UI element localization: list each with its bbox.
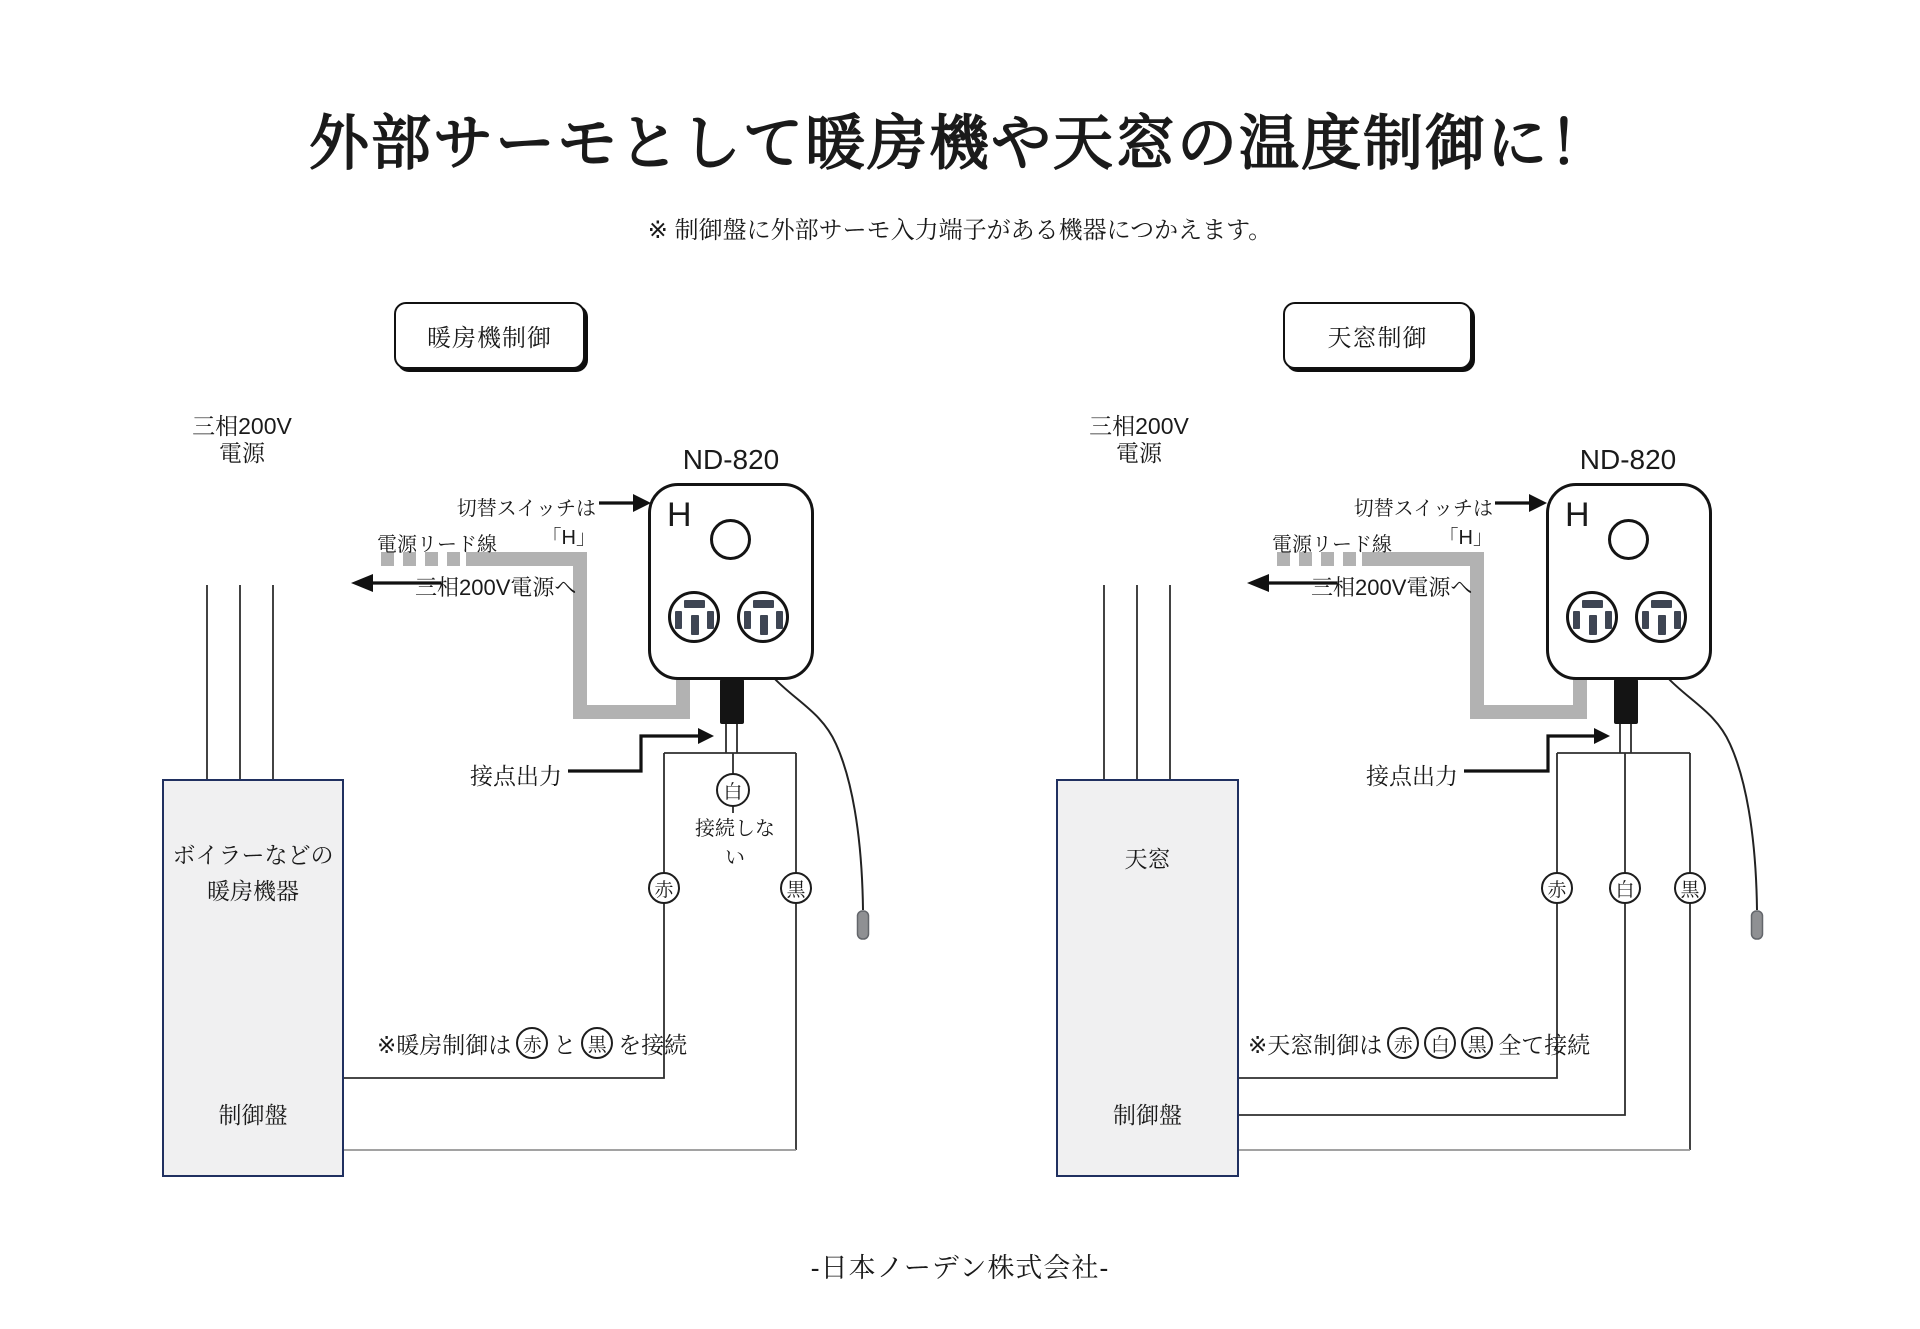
left-power-source-label: 三相200V 電源 — [192, 413, 292, 466]
left-red-terminal: 赤 — [648, 872, 680, 904]
right-contact-output-label: 接点出力 — [1366, 763, 1458, 789]
left-power-lines — [207, 585, 273, 782]
right-equipment-label: 天窓 — [1124, 846, 1171, 872]
right-switch-arrowhead-icon — [1529, 494, 1547, 512]
right-section-heading — [1283, 302, 1472, 369]
right-note-white-icon: 白 — [1424, 1027, 1456, 1059]
left-equipment-label: ボイラーなどの — [172, 842, 334, 868]
left-panel-label: 制御盤 — [218, 1102, 288, 1128]
right-section-heading-label: 天窓制御 — [1327, 325, 1428, 352]
right-lead-wire-label: 電源リード線 — [1272, 534, 1392, 556]
right-panel-label: 制御盤 — [1113, 1102, 1182, 1128]
right-sensor-tip — [1752, 911, 1763, 939]
left-switch-position: H — [667, 496, 692, 534]
left-section-heading — [394, 302, 585, 369]
left-wiring-note: ※暖房制御は 赤 と 黒 を接続 — [377, 1025, 687, 1061]
left-section-heading-label: 暖房機制御 — [427, 325, 552, 352]
left-thermostat-device — [648, 483, 814, 680]
right-power-lines — [1104, 585, 1170, 782]
right-black-terminal: 黒 — [1674, 872, 1706, 904]
right-switch-note: 切替スイッチは「H」 — [1353, 498, 1493, 549]
right-white-terminal: 白 — [1609, 872, 1641, 904]
right-output-wires — [1239, 724, 1690, 1150]
left-note-black-icon: 黒 — [581, 1027, 613, 1059]
right-topower-arrowhead-icon — [1247, 574, 1269, 592]
right-equipment-box — [1056, 779, 1239, 1177]
left-white-terminal: 白 — [716, 773, 750, 807]
left-switch-note: 切替スイッチは「H」 — [456, 498, 596, 549]
right-device-model: ND-820 — [1579, 444, 1677, 475]
left-sensor-tip — [858, 911, 869, 939]
left-note-red-icon: 赤 — [516, 1027, 548, 1059]
company-name: -日本ノーデン株式会社- — [810, 1253, 1110, 1283]
right-dial-icon — [1608, 519, 1649, 560]
page-title: 外部サーモとして暖房機や天窓の温度制御に！ — [309, 110, 1611, 177]
left-outlet2-icon — [737, 591, 789, 643]
left-lead-wire-label: 電源リード線 — [377, 534, 497, 556]
left-contact-arrowhead-icon — [698, 728, 714, 744]
left-black-terminal: 黒 — [780, 872, 812, 904]
page-subtitle: ※ 制御盤に外部サーモ入力端子がある機器につかえます。 — [647, 217, 1273, 244]
right-to-power-label: 三相200V電源へ — [1311, 575, 1473, 600]
left-dial-icon — [710, 519, 751, 560]
right-red-terminal: 赤 — [1541, 872, 1573, 904]
left-outlet1-icon — [668, 591, 720, 643]
left-device-model: ND-820 — [682, 444, 780, 475]
right-note-black-icon: 黒 — [1461, 1027, 1493, 1059]
right-wiring-note: ※天窓制御は 赤 白 黒 全て接続 — [1248, 1025, 1590, 1061]
left-contact-output-label: 接点出力 — [470, 763, 562, 789]
right-thermostat-device — [1546, 483, 1712, 680]
left-equipment-box — [162, 779, 344, 1177]
right-outlet1-icon — [1566, 591, 1618, 643]
left-white-note: 接続しない — [695, 818, 775, 869]
right-contact-arrowhead-icon — [1594, 728, 1610, 744]
right-switch-position: H — [1565, 496, 1590, 534]
left-output-plug — [720, 679, 744, 724]
right-note-red-icon: 赤 — [1387, 1027, 1419, 1059]
left-equipment-label2: 暖房機器 — [207, 878, 299, 904]
right-outlet2-icon — [1635, 591, 1687, 643]
left-topower-arrowhead-icon — [351, 574, 373, 592]
left-to-power-label: 三相200V電源へ — [415, 575, 577, 600]
right-output-plug — [1614, 679, 1638, 724]
right-power-source-label: 三相200V 電源 — [1089, 413, 1189, 466]
